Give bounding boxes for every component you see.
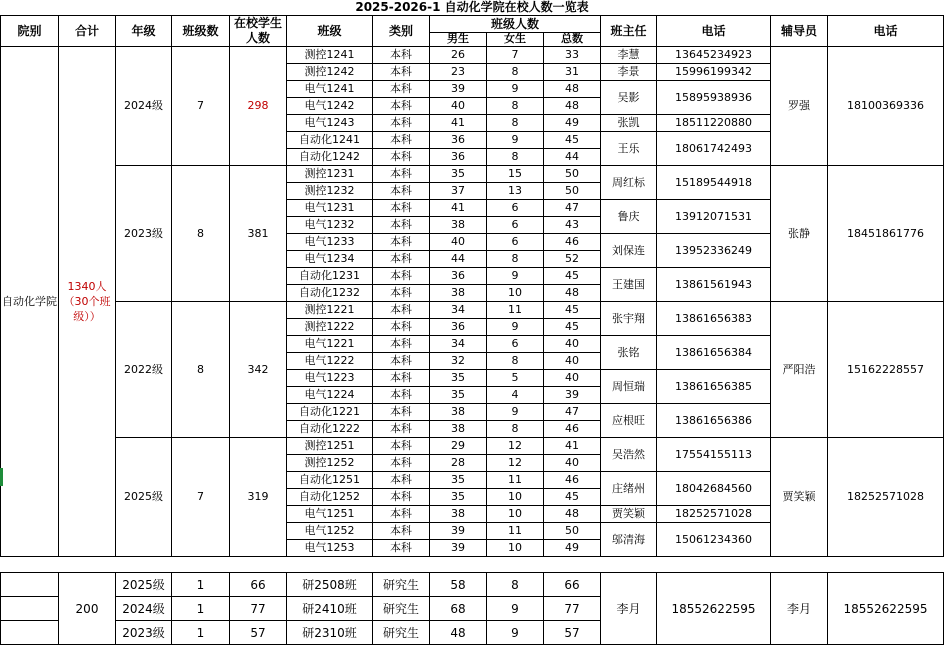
sheet-title: 2025-2026-1 自动化学院在校人数一览表 <box>355 0 589 14</box>
sum-cell: 45 <box>544 302 601 319</box>
female-cell: 8 <box>487 98 544 115</box>
male-cell: 36 <box>430 319 487 336</box>
class-cell: 电气1251 <box>287 506 373 523</box>
male-cell: 39 <box>430 540 487 557</box>
class-cell: 电气1241 <box>287 81 373 98</box>
grade-cell: 2025级 <box>116 573 172 597</box>
head-teacher-phone-cell: 18042684560 <box>657 472 771 506</box>
female-cell: 9 <box>487 132 544 149</box>
head-teacher-phone-cell: 18252571028 <box>657 506 771 523</box>
male-cell: 39 <box>430 81 487 98</box>
category-cell: 本科 <box>373 302 430 319</box>
students-cell: 77 <box>230 597 287 621</box>
female-cell: 7 <box>487 47 544 64</box>
female-cell: 11 <box>487 302 544 319</box>
class-cell: 研2508班 <box>287 573 373 597</box>
class-count-cell: 7 <box>172 47 230 166</box>
category-cell: 本科 <box>373 115 430 132</box>
class-cell: 自动化1232 <box>287 285 373 302</box>
head-teacher-cell: 李景 <box>601 64 657 81</box>
grade-cell: 2023级 <box>116 166 172 302</box>
class-cell: 自动化1222 <box>287 421 373 438</box>
sum-cell: 66 <box>544 573 601 597</box>
head-teacher-cell: 鲁庆 <box>601 200 657 234</box>
sum-cell: 49 <box>544 540 601 557</box>
class-cell: 自动化1241 <box>287 132 373 149</box>
male-cell: 38 <box>430 506 487 523</box>
class-cell: 研2310班 <box>287 621 373 645</box>
class-cell: 自动化1221 <box>287 404 373 421</box>
head-teacher-phone-cell: 15996199342 <box>657 64 771 81</box>
female-cell: 12 <box>487 455 544 472</box>
male-cell: 39 <box>430 523 487 540</box>
female-cell: 11 <box>487 472 544 489</box>
male-cell: 36 <box>430 132 487 149</box>
students-cell: 57 <box>230 621 287 645</box>
class-cell: 测控1232 <box>287 183 373 200</box>
male-cell: 44 <box>430 251 487 268</box>
head-teacher-cell: 李月 <box>601 573 657 645</box>
male-cell: 28 <box>430 455 487 472</box>
head-teacher-cell: 张凯 <box>601 115 657 132</box>
class-cell: 电气1221 <box>287 336 373 353</box>
male-cell: 29 <box>430 438 487 455</box>
graduate-body <box>1 573 944 645</box>
class-cell: 电气1234 <box>287 251 373 268</box>
male-cell: 35 <box>430 370 487 387</box>
head-teacher-phone-cell: 13861656383 <box>657 302 771 336</box>
female-cell: 8 <box>487 251 544 268</box>
grade-cell: 2022级 <box>116 302 172 438</box>
female-cell: 8 <box>487 421 544 438</box>
sum-cell: 48 <box>544 98 601 115</box>
sum-cell: 47 <box>544 404 601 421</box>
male-cell: 68 <box>430 597 487 621</box>
sum-cell: 44 <box>544 149 601 166</box>
sum-cell: 45 <box>544 489 601 506</box>
category-cell: 本科 <box>373 387 430 404</box>
students-cell: 298 <box>230 47 287 166</box>
class-cell: 自动化1242 <box>287 149 373 166</box>
class-count-cell: 7 <box>172 438 230 557</box>
female-cell: 8 <box>487 64 544 81</box>
female-cell: 8 <box>487 573 544 597</box>
category-cell: 本科 <box>373 370 430 387</box>
category-cell: 本科 <box>373 455 430 472</box>
header-counselor: 辅导员 <box>771 16 828 47</box>
class-cell: 测控1231 <box>287 166 373 183</box>
section-gap <box>0 555 944 572</box>
grade-cell: 2024级 <box>116 597 172 621</box>
header-students: 在校学生人数 <box>230 16 287 47</box>
class-cell: 电气1223 <box>287 370 373 387</box>
class-cell: 测控1221 <box>287 302 373 319</box>
class-cell: 电气1231 <box>287 200 373 217</box>
sum-cell: 40 <box>544 336 601 353</box>
head-teacher-phone-cell: 13861561943 <box>657 268 771 302</box>
class-cell: 电气1252 <box>287 523 373 540</box>
male-cell: 35 <box>430 387 487 404</box>
category-cell: 本科 <box>373 438 430 455</box>
enrollment-table <box>0 15 944 557</box>
class-cell: 电气1233 <box>287 234 373 251</box>
category-cell: 本科 <box>373 285 430 302</box>
category-cell: 本科 <box>373 132 430 149</box>
sum-cell: 40 <box>544 370 601 387</box>
counselor-cell: 罗强 <box>771 47 828 166</box>
male-cell: 34 <box>430 336 487 353</box>
category-cell: 本科 <box>373 98 430 115</box>
head-teacher-phone-cell: 13912071531 <box>657 200 771 234</box>
grad-total-cell: 200 <box>59 573 116 645</box>
class-count-cell: 1 <box>172 597 230 621</box>
class-count-cell: 1 <box>172 573 230 597</box>
female-cell: 10 <box>487 489 544 506</box>
category-cell: 本科 <box>373 540 430 557</box>
male-cell: 38 <box>430 285 487 302</box>
head-teacher-cell: 应根旺 <box>601 404 657 438</box>
header-class-people: 班级人数 <box>430 16 601 33</box>
table-row <box>1 302 944 319</box>
class-cell: 自动化1251 <box>287 472 373 489</box>
male-cell: 26 <box>430 47 487 64</box>
header-class-count: 班级数 <box>172 16 230 47</box>
counselor-phone-cell: 18252571028 <box>828 438 944 557</box>
female-cell: 9 <box>487 81 544 98</box>
category-cell: 研究生 <box>373 597 430 621</box>
head-teacher-phone-cell: 13861656385 <box>657 370 771 404</box>
female-cell: 8 <box>487 115 544 132</box>
sum-cell: 33 <box>544 47 601 64</box>
class-cell: 测控1241 <box>287 47 373 64</box>
counselor-cell: 张静 <box>771 166 828 302</box>
head-teacher-cell: 张宇翔 <box>601 302 657 336</box>
head-teacher-cell: 刘保连 <box>601 234 657 268</box>
college-total: 1340人（30个班级）） <box>59 47 116 557</box>
head-teacher-phone-cell: 15895938936 <box>657 81 771 115</box>
category-cell: 本科 <box>373 81 430 98</box>
class-cell: 电气1253 <box>287 540 373 557</box>
counselor-phone-cell: 18552622595 <box>828 573 944 645</box>
header-class: 班级 <box>287 16 373 47</box>
female-cell: 9 <box>487 621 544 645</box>
male-cell: 34 <box>430 302 487 319</box>
category-cell: 本科 <box>373 421 430 438</box>
head-teacher-cell: 李慧 <box>601 47 657 64</box>
category-cell: 本科 <box>373 64 430 81</box>
grad-college-cell <box>1 621 59 645</box>
header-head-teacher: 班主任 <box>601 16 657 47</box>
category-cell: 本科 <box>373 472 430 489</box>
counselor-cell: 严阳浩 <box>771 302 828 438</box>
female-cell: 10 <box>487 540 544 557</box>
sum-cell: 52 <box>544 251 601 268</box>
row-selection-marker <box>0 468 3 486</box>
head-teacher-cell: 吴影 <box>601 81 657 115</box>
category-cell: 本科 <box>373 268 430 285</box>
head-teacher-cell: 王乐 <box>601 132 657 166</box>
head-teacher-phone-cell: 13952336249 <box>657 234 771 268</box>
students-cell: 66 <box>230 573 287 597</box>
counselor-cell: 贾笑颖 <box>771 438 828 557</box>
female-cell: 8 <box>487 149 544 166</box>
female-cell: 15 <box>487 166 544 183</box>
table-row <box>1 438 944 455</box>
male-cell: 35 <box>430 166 487 183</box>
female-cell: 9 <box>487 404 544 421</box>
table-row <box>1 166 944 183</box>
category-cell: 本科 <box>373 251 430 268</box>
sum-cell: 40 <box>544 455 601 472</box>
male-cell: 32 <box>430 353 487 370</box>
header-grade: 年级 <box>116 16 172 47</box>
grade-cell: 2024级 <box>116 47 172 166</box>
category-cell: 本科 <box>373 166 430 183</box>
category-cell: 本科 <box>373 234 430 251</box>
class-cell: 电气1224 <box>287 387 373 404</box>
table-row <box>1 47 944 64</box>
female-cell: 6 <box>487 234 544 251</box>
class-cell: 研2410班 <box>287 597 373 621</box>
sum-cell: 48 <box>544 285 601 302</box>
grade-cell: 2023级 <box>116 621 172 645</box>
female-cell: 6 <box>487 336 544 353</box>
head-teacher-cell: 周恒瑞 <box>601 370 657 404</box>
college-name: 自动化学院 <box>1 47 59 557</box>
female-cell: 12 <box>487 438 544 455</box>
male-cell: 35 <box>430 489 487 506</box>
male-cell: 36 <box>430 149 487 166</box>
head-teacher-phone-cell: 15061234360 <box>657 523 771 557</box>
head-teacher-phone-cell: 13861656386 <box>657 404 771 438</box>
head-teacher-cell: 周红标 <box>601 166 657 200</box>
female-cell: 10 <box>487 285 544 302</box>
class-cell: 测控1251 <box>287 438 373 455</box>
class-cell: 电气1232 <box>287 217 373 234</box>
female-cell: 13 <box>487 183 544 200</box>
head-teacher-phone-cell: 18061742493 <box>657 132 771 166</box>
class-cell: 电气1243 <box>287 115 373 132</box>
female-cell: 8 <box>487 353 544 370</box>
male-cell: 41 <box>430 115 487 132</box>
sum-cell: 45 <box>544 319 601 336</box>
sum-cell: 47 <box>544 200 601 217</box>
male-cell: 37 <box>430 183 487 200</box>
male-cell: 40 <box>430 234 487 251</box>
class-count-cell: 1 <box>172 621 230 645</box>
counselor-phone-cell: 15162228557 <box>828 302 944 438</box>
grad-college-cell <box>1 573 59 597</box>
sum-cell: 50 <box>544 166 601 183</box>
female-cell: 6 <box>487 200 544 217</box>
class-cell: 自动化1231 <box>287 268 373 285</box>
header-phone: 电话 <box>657 16 771 47</box>
head-teacher-cell: 贾笑颖 <box>601 506 657 523</box>
category-cell: 本科 <box>373 523 430 540</box>
female-cell: 9 <box>487 597 544 621</box>
header-category: 类别 <box>373 16 430 47</box>
male-cell: 38 <box>430 421 487 438</box>
head-teacher-cell: 邬清海 <box>601 523 657 557</box>
female-cell: 5 <box>487 370 544 387</box>
male-cell: 36 <box>430 268 487 285</box>
class-cell: 测控1242 <box>287 64 373 81</box>
students-cell: 342 <box>230 302 287 438</box>
sum-cell: 46 <box>544 472 601 489</box>
class-count-cell: 8 <box>172 302 230 438</box>
female-cell: 9 <box>487 268 544 285</box>
sum-cell: 46 <box>544 421 601 438</box>
category-cell: 本科 <box>373 506 430 523</box>
head-teacher-phone-cell: 13861656384 <box>657 336 771 370</box>
counselor-cell: 李月 <box>771 573 828 645</box>
sum-cell: 50 <box>544 523 601 540</box>
category-cell: 本科 <box>373 353 430 370</box>
category-cell: 本科 <box>373 200 430 217</box>
sum-cell: 45 <box>544 268 601 285</box>
header-college: 院别 <box>1 16 59 47</box>
header-total: 合计 <box>59 16 116 47</box>
counselor-phone-cell: 18451861776 <box>828 166 944 302</box>
students-cell: 381 <box>230 166 287 302</box>
sum-cell: 39 <box>544 387 601 404</box>
category-cell: 本科 <box>373 319 430 336</box>
head-teacher-cell: 张铭 <box>601 336 657 370</box>
class-cell: 电气1242 <box>287 98 373 115</box>
male-cell: 38 <box>430 217 487 234</box>
female-cell: 10 <box>487 506 544 523</box>
female-cell: 9 <box>487 319 544 336</box>
sum-cell: 40 <box>544 353 601 370</box>
sum-cell: 48 <box>544 506 601 523</box>
category-cell: 本科 <box>373 489 430 506</box>
header-counselor-phone: 电话 <box>828 16 944 47</box>
class-cell: 电气1222 <box>287 353 373 370</box>
header-female: 女生 <box>487 32 544 46</box>
header-sum: 总数 <box>544 32 601 46</box>
sum-cell: 31 <box>544 64 601 81</box>
table-row <box>1 573 944 597</box>
students-cell: 319 <box>230 438 287 557</box>
sum-cell: 48 <box>544 81 601 98</box>
category-cell: 本科 <box>373 404 430 421</box>
sum-cell: 77 <box>544 597 601 621</box>
female-cell: 4 <box>487 387 544 404</box>
class-count-cell: 8 <box>172 166 230 302</box>
grad-college-cell <box>1 597 59 621</box>
male-cell: 38 <box>430 404 487 421</box>
class-cell: 测控1252 <box>287 455 373 472</box>
sum-cell: 46 <box>544 234 601 251</box>
head-teacher-phone-cell: 18552622595 <box>657 573 771 645</box>
head-teacher-phone-cell: 17554155113 <box>657 438 771 472</box>
head-teacher-cell: 庄绪州 <box>601 472 657 506</box>
male-cell: 23 <box>430 64 487 81</box>
class-cell: 测控1222 <box>287 319 373 336</box>
grade-cell: 2025级 <box>116 438 172 557</box>
category-cell: 本科 <box>373 336 430 353</box>
sum-cell: 45 <box>544 132 601 149</box>
sum-cell: 50 <box>544 183 601 200</box>
female-cell: 6 <box>487 217 544 234</box>
header-male: 男生 <box>430 32 487 46</box>
male-cell: 48 <box>430 621 487 645</box>
graduate-table <box>0 572 944 645</box>
enrollment-body <box>1 47 944 557</box>
sum-cell: 41 <box>544 438 601 455</box>
head-teacher-cell: 吴浩然 <box>601 438 657 472</box>
male-cell: 40 <box>430 98 487 115</box>
category-cell: 本科 <box>373 47 430 64</box>
category-cell: 研究生 <box>373 573 430 597</box>
class-cell: 自动化1252 <box>287 489 373 506</box>
head-teacher-phone-cell: 13645234923 <box>657 47 771 64</box>
category-cell: 本科 <box>373 149 430 166</box>
counselor-phone-cell: 18100369336 <box>828 47 944 166</box>
category-cell: 本科 <box>373 217 430 234</box>
category-cell: 研究生 <box>373 621 430 645</box>
male-cell: 41 <box>430 200 487 217</box>
sum-cell: 43 <box>544 217 601 234</box>
head-teacher-cell: 王建国 <box>601 268 657 302</box>
male-cell: 58 <box>430 573 487 597</box>
sum-cell: 57 <box>544 621 601 645</box>
male-cell: 35 <box>430 472 487 489</box>
sum-cell: 49 <box>544 115 601 132</box>
category-cell: 本科 <box>373 183 430 200</box>
head-teacher-phone-cell: 15189544918 <box>657 166 771 200</box>
head-teacher-phone-cell: 18511220880 <box>657 115 771 132</box>
female-cell: 11 <box>487 523 544 540</box>
